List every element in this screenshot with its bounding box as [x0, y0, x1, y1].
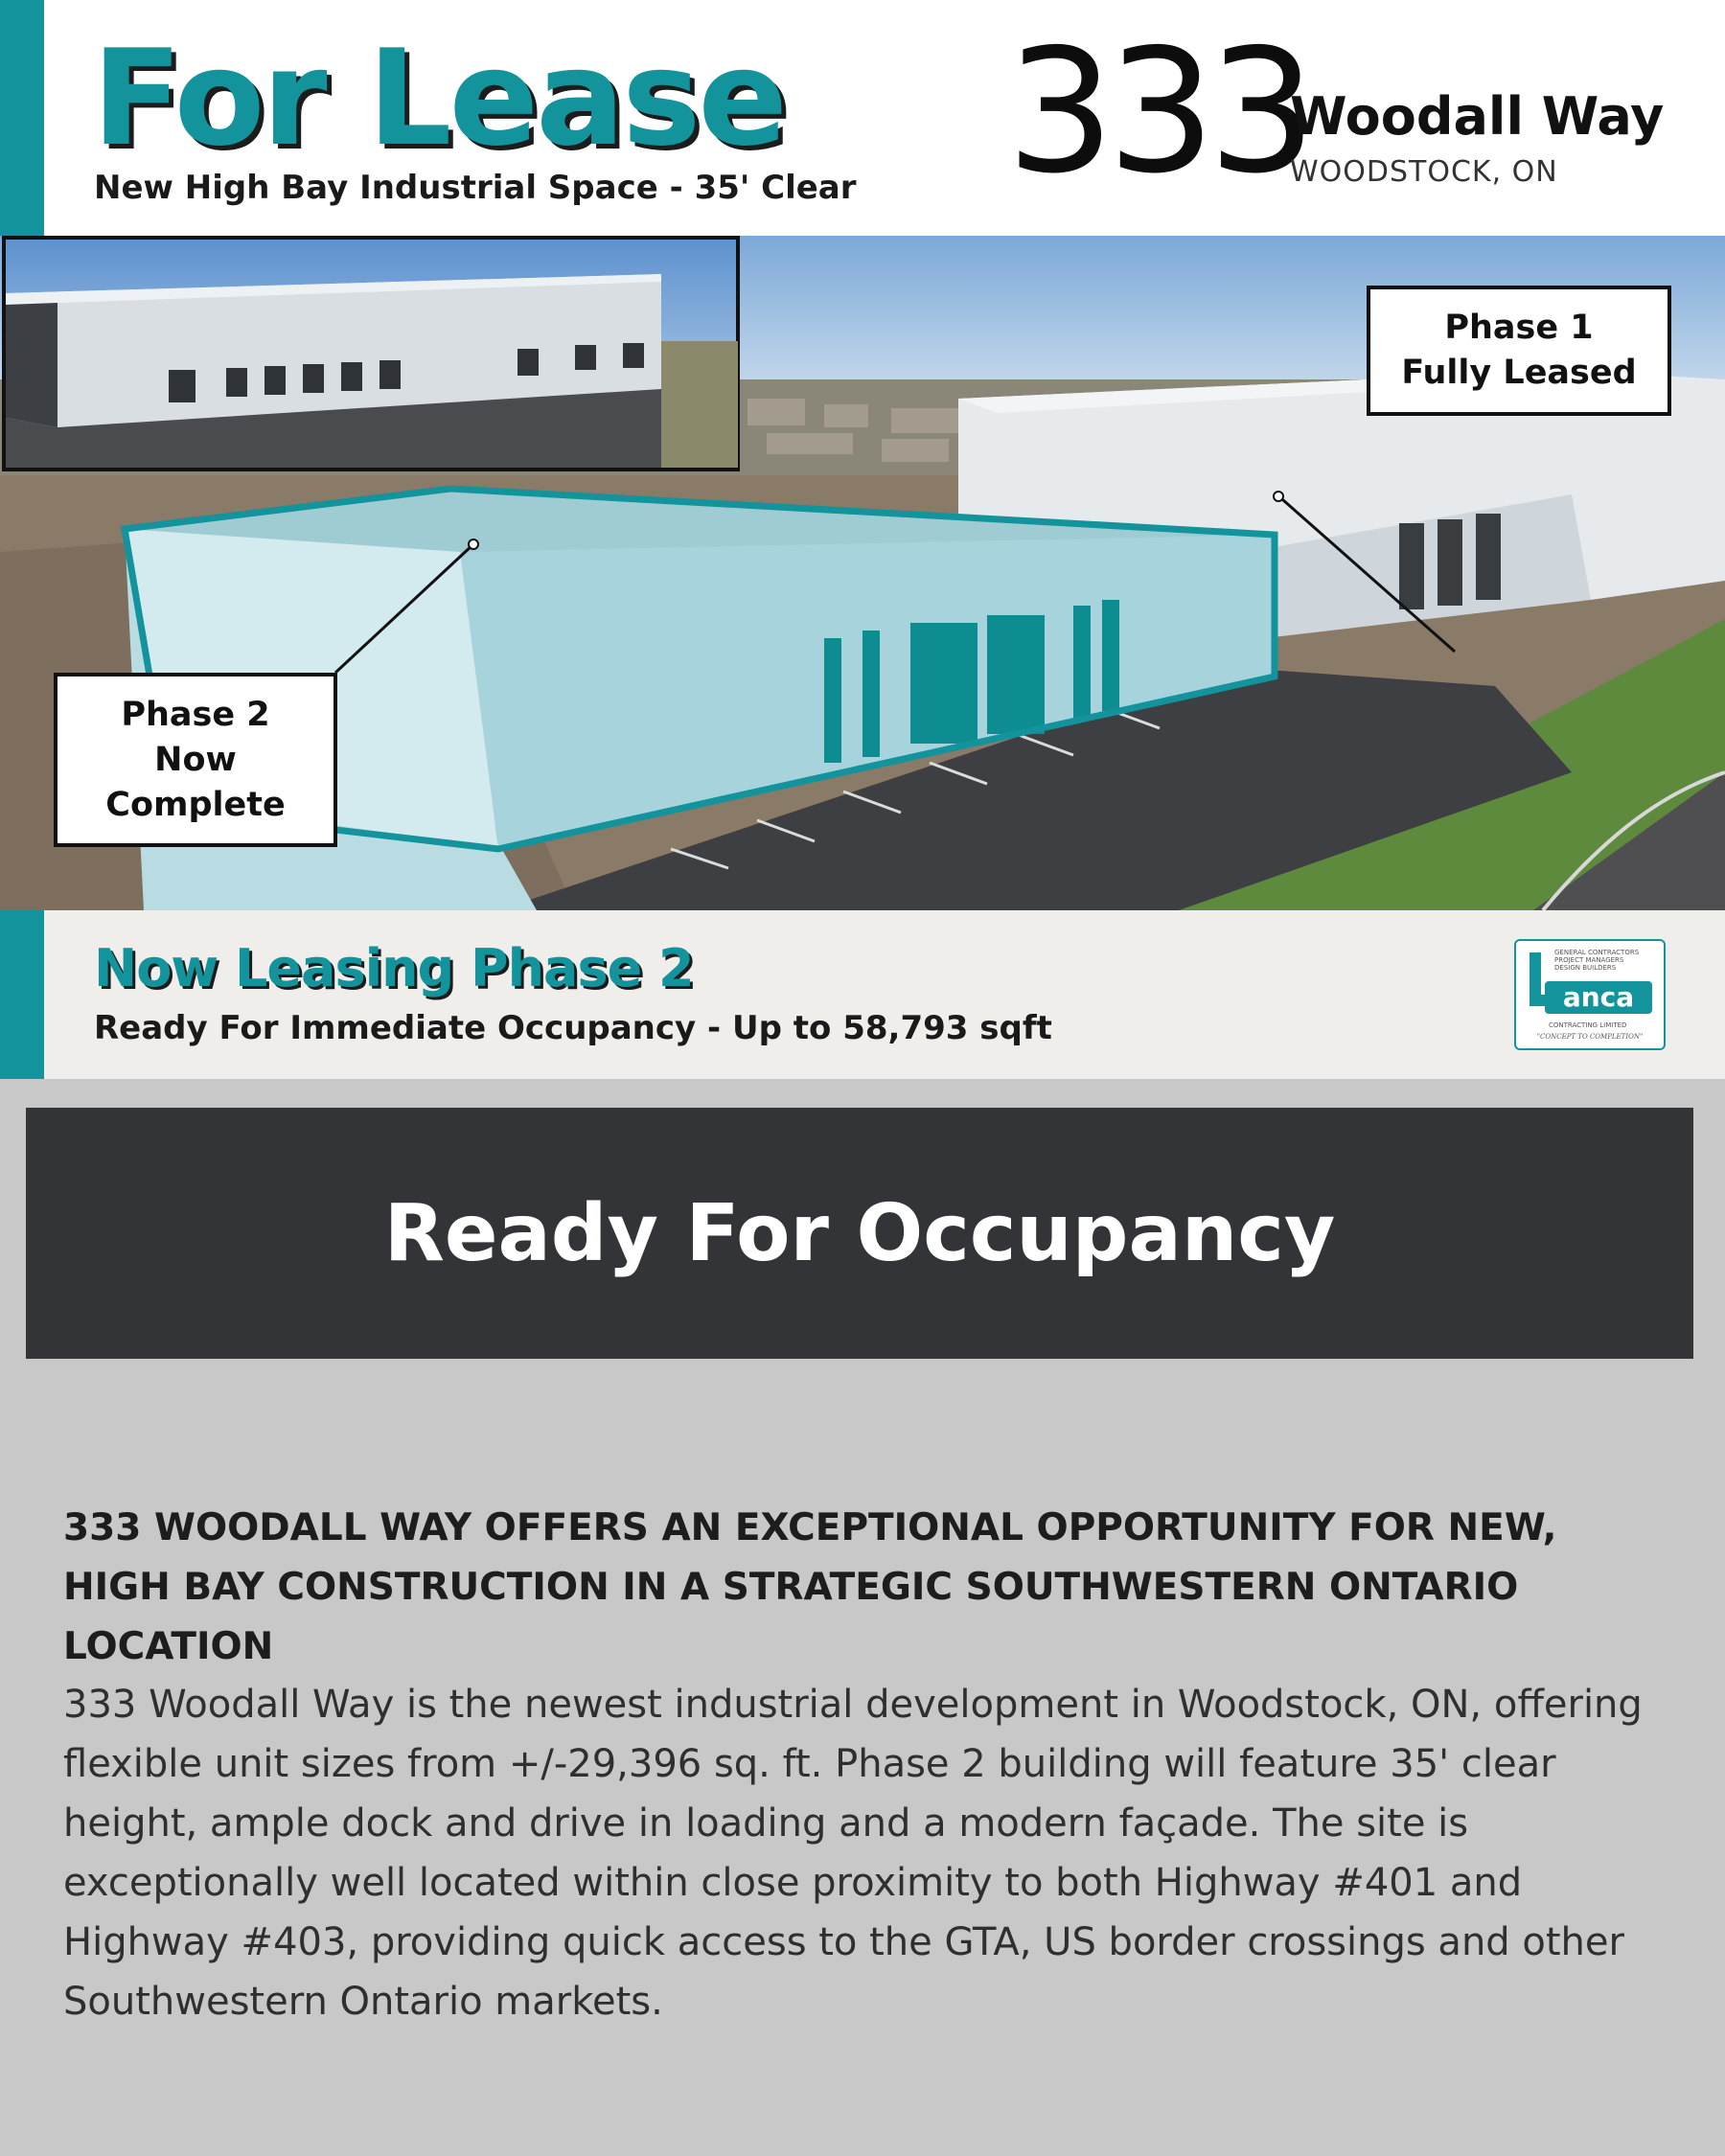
leasing-accent-bar: [0, 910, 44, 1079]
logo-line-2: PROJECT MANAGERS: [1554, 956, 1624, 964]
callout-phase2: [54, 673, 337, 847]
address-street: Woodall Way: [1290, 86, 1665, 147]
body-heading: 333 WOODALL WAY OFFERS AN EXCEPTIONAL OPPORTUNITY FOR NEW, HIGH BAY CONSTRUCTION IN A STRATEGIC SOUTHWESTERN ONTARIO LOCATION: [63, 1506, 1557, 1668]
leasing-title: Now Leasing Phase 2: [94, 938, 694, 998]
logo-line-1: GENERAL CONTRACTORS: [1554, 949, 1640, 956]
callout-phase2-line2: Now: [154, 740, 237, 779]
callout-phase1-line2: Fully Leased: [1401, 354, 1637, 392]
page-title: For Lease: [92, 21, 785, 175]
address-number: 333: [1006, 12, 1309, 211]
logo-name: anca: [1545, 981, 1652, 1014]
header-accent-bar: [0, 0, 44, 236]
callout-phase1-line1: Phase 1: [1444, 309, 1594, 347]
header-subtitle: New High Bay Industrial Space - 35' Clear: [94, 169, 857, 207]
lanca-logo: [1514, 939, 1666, 1050]
callout-phase2-line3: Complete: [105, 785, 286, 824]
callout-phase2-line1: Phase 2: [121, 695, 270, 734]
leasing-subtitle: Ready For Immediate Occupancy - Up to 58,793 sqft: [94, 1009, 1052, 1047]
body-paragraph: 333 Woodall Way is the newest industrial development in Woodstock, ON, offering flexible unit sizes from +/-29,396 sq. ft. Phase 2 building will feature 35' clear height, ample dock and drive in loading and a modern façade. The site is exceptionally well located within close proximity to both Highway #401 and Highway #403, providing quick access to the GTA, US border crossings and other Southwestern Ontario markets.: [63, 1683, 1643, 2024]
occupancy-banner-text: Ready For Occupancy: [383, 1187, 1336, 1279]
inset-photo: [2, 236, 740, 471]
logo-tagline: "CONCEPT TO COMPLETION": [1536, 1033, 1644, 1041]
logo-company: CONTRACTING LIMITED: [1549, 1021, 1627, 1029]
logo-line-3: DESIGN BUILDERS: [1554, 964, 1617, 972]
callout-phase1: [1367, 286, 1671, 416]
address-city: WOODSTOCK, ON: [1290, 155, 1558, 189]
